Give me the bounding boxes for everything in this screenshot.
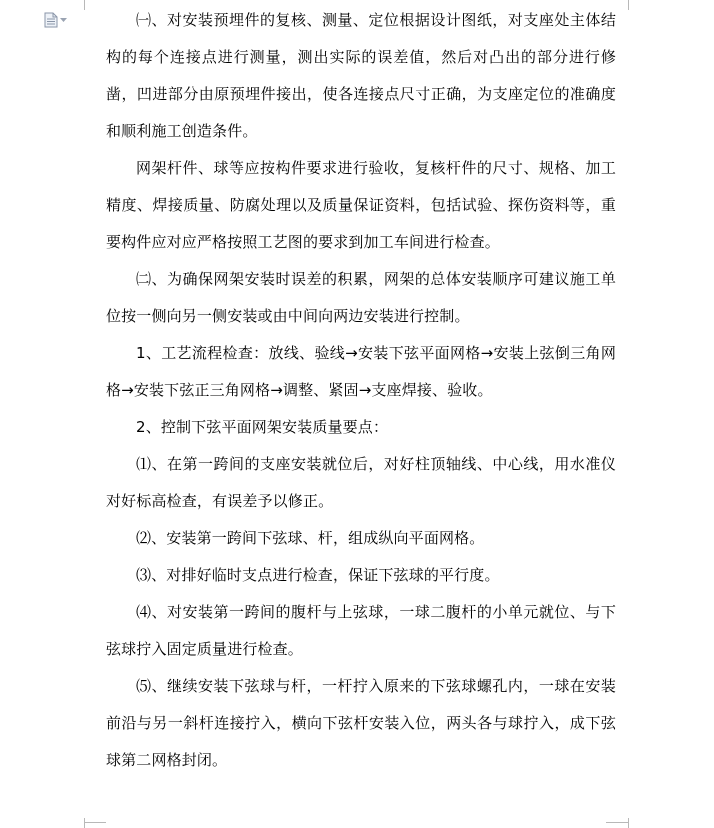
- paragraph: 1、工艺流程检查：放线、验线→安装下弦平面网格→安装上弦倒三角网格→安装下弦正三角网格→调整、紧固→支座焊接、验收。: [106, 344, 616, 399]
- crop-mark-top-right: [628, 0, 629, 10]
- paragraph: ㈠、对安装预埋件的复核、测量、定位根据设计图纸，对支座处主体结构的每个连接点进行测量，测出实际的误差值，然后对凸出的部分进行修凿，凹进部分由原预埋件接出，使各连接点尺寸正确，为支座定位的准确度和顺利施工创造条件。: [106, 11, 616, 140]
- paragraph: 网架杆件、球等应按构件要求进行验收，复核杆件的尺寸、规格、加工精度、焊接质量、防腐处理以及质量保证资料，包括试验、探伤资料等，重要构件应对应严格按照工艺图的要求到加工车间进行检查。: [106, 159, 616, 251]
- crop-mark-bottom-left: [84, 818, 85, 828]
- crop-mark-bottom-right: [628, 818, 629, 828]
- crop-mark-top-left: [84, 0, 85, 10]
- paragraph: 2、控制下弦平面网架安装质量要点：: [136, 418, 389, 436]
- paragraph: ⑸、继续安装下弦球与杆，一杆拧入原来的下弦球螺孔内，一球在安装前沿与另一斜杆连接拧入，横向下弦杆安装入位，两头各与球拧入，成下弦球第二网格封闭。: [106, 677, 616, 769]
- paragraph: ⑶、对排好临时支点进行检查，保证下弦球的平行度。: [136, 566, 500, 584]
- document-page[interactable]: [106, 0, 616, 779]
- paragraph: ⑴、在第一跨间的支座安装就位后，对好柱顶轴线、中心线，用水准仪对好标高检查，有误差予以修正。: [106, 455, 616, 510]
- crop-mark-bottom-left-h: [84, 822, 106, 823]
- crop-mark-bottom-right-h: [606, 822, 628, 823]
- paragraph: ⑵、安装第一跨间下弦球、杆，组成纵向平面网格。: [136, 529, 485, 547]
- paragraph: ㈡、为确保网架安装时误差的积累，网架的总体安装顺序可建议施工单位按一侧向另一侧安装或由中间向两边安装进行控制。: [106, 270, 616, 325]
- document-icon: [44, 12, 58, 28]
- paragraph: ⑷、对安装第一跨间的腹杆与上弦球，一球二腹杆的小单元就位、与下弦球拧入固定质量进行检查。: [106, 603, 616, 658]
- chevron-down-icon: [60, 18, 67, 23]
- document-menu[interactable]: [44, 11, 74, 29]
